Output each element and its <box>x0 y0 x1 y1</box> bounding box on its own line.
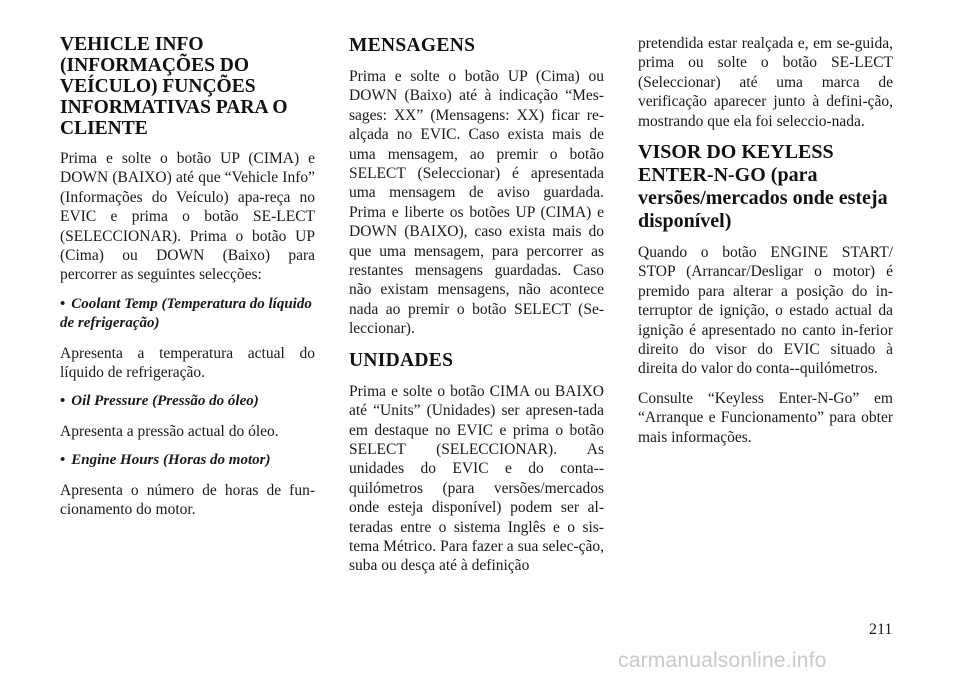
bullet-text-engine-hours: Apresenta o número de horas de fun-cionamento do motor. <box>60 481 315 519</box>
bullet-title: Engine Hours (Horas do motor) <box>71 452 271 469</box>
page-number: 211 <box>869 621 893 638</box>
watermark: carmanualsonline.info <box>618 649 827 672</box>
section-heading-unidades: UNIDADES <box>349 349 454 371</box>
vehicle-info-intro: Prima e solte o botão UP (CIMA) e DOWN (BAIXO) até que “Vehicle Info” (Informações do Veículo) apa-reça no EVIC e prima o botão SE-LECT (SELECCIONAR). Prima o botão UP (Cima) ou DOWN (Baixo) para percorrer as seguintes selecções: <box>60 150 315 284</box>
section-heading-keyless-display: VISOR DO KEYLESS ENTER-N-GO (para versões/mercados onde esteja disponível) <box>638 141 888 233</box>
bullet-title: Oil Pressure (Pressão do óleo) <box>71 393 259 410</box>
bullet-icon: • <box>60 452 66 469</box>
keyless-reference-paragraph: Consulte “Keyless Enter-N-Go” em “Arranque e Funcionamento” para obter mais informações. <box>638 389 893 446</box>
bullet-icon: • <box>60 393 66 410</box>
keyless-paragraph: Quando o botão ENGINE START/ STOP (Arrancar/Desligar o motor) é premido para alterar a posição do in-terruptor de ignição, o estado actual da ignição é apresentado no canto in-ferior direito do visor do EVIC situado à direita do valor do conta--quilómetros. <box>638 244 893 378</box>
bullet-text-oil-pressure: Apresenta a pressão actual do óleo. <box>60 422 279 440</box>
column-left <box>60 34 315 530</box>
bullet-item-oil-pressure <box>60 392 315 411</box>
bullet-title: Coolant Temp (Temperatura do líquido de refrigeração) <box>60 295 312 332</box>
unidades-continued-paragraph: pretendida estar realçada e, em se-guida, prima ou solte o botão SE-LECT (Seleccionar) até uma marca de verificação aparecer junto à defini-ção, mostrando que ela foi seleccio-nada. <box>638 35 893 130</box>
section-heading-vehicle-info: VEHICLE INFO (INFORMAÇÕES DO VEÍCULO) FUNÇÕES INFORMATIVAS PARA O CLIENTE <box>60 34 288 139</box>
bullet-item-engine-hours <box>60 451 315 470</box>
bullet-text-coolant-temp: Apresenta a temperatura actual do líquido de refrigeração. <box>60 344 315 382</box>
column-middle <box>349 34 604 586</box>
bullet-item-coolant-temp <box>60 295 315 334</box>
section-heading-mensagens: MENSAGENS <box>349 35 476 56</box>
bullet-icon: • <box>60 295 66 312</box>
column-right <box>638 34 893 457</box>
unidades-paragraph: Prima e solte o botão CIMA ou BAIXO até “Units” (Unidades) ser apresen-tada em destaque no EVIC e prima o botão SELECT (SELECCIONAR). As unidades do EVIC e do conta--quilómetros (para versões/mercados onde esteja disponível) podem ser al-teradas entre o sistema Inglês e o sis-tema Métrico. Para fazer a sua selec-ção, suba ou desça até à definição <box>349 382 604 575</box>
mensagens-paragraph: Prima e solte o botão UP (Cima) ou DOWN (Baixo) até à indicação “Mes-sages: XX” (Mensagens: XX) ficar re-alçada no EVIC. Caso exista mais de uma mensagem, ao premir o botão SELECT (Seleccionar) é apresentada uma mensagem de aviso guardada. Prima e liberte os botões UP (CIMA) e DOWN (BAIXO), caso exista mais do que uma mensagem, para percorrer as restantes mensagens guardadas. Caso não existam mensagens, não acontece nada ao premir o botão SELECT (Se-leccionar). <box>349 68 604 338</box>
